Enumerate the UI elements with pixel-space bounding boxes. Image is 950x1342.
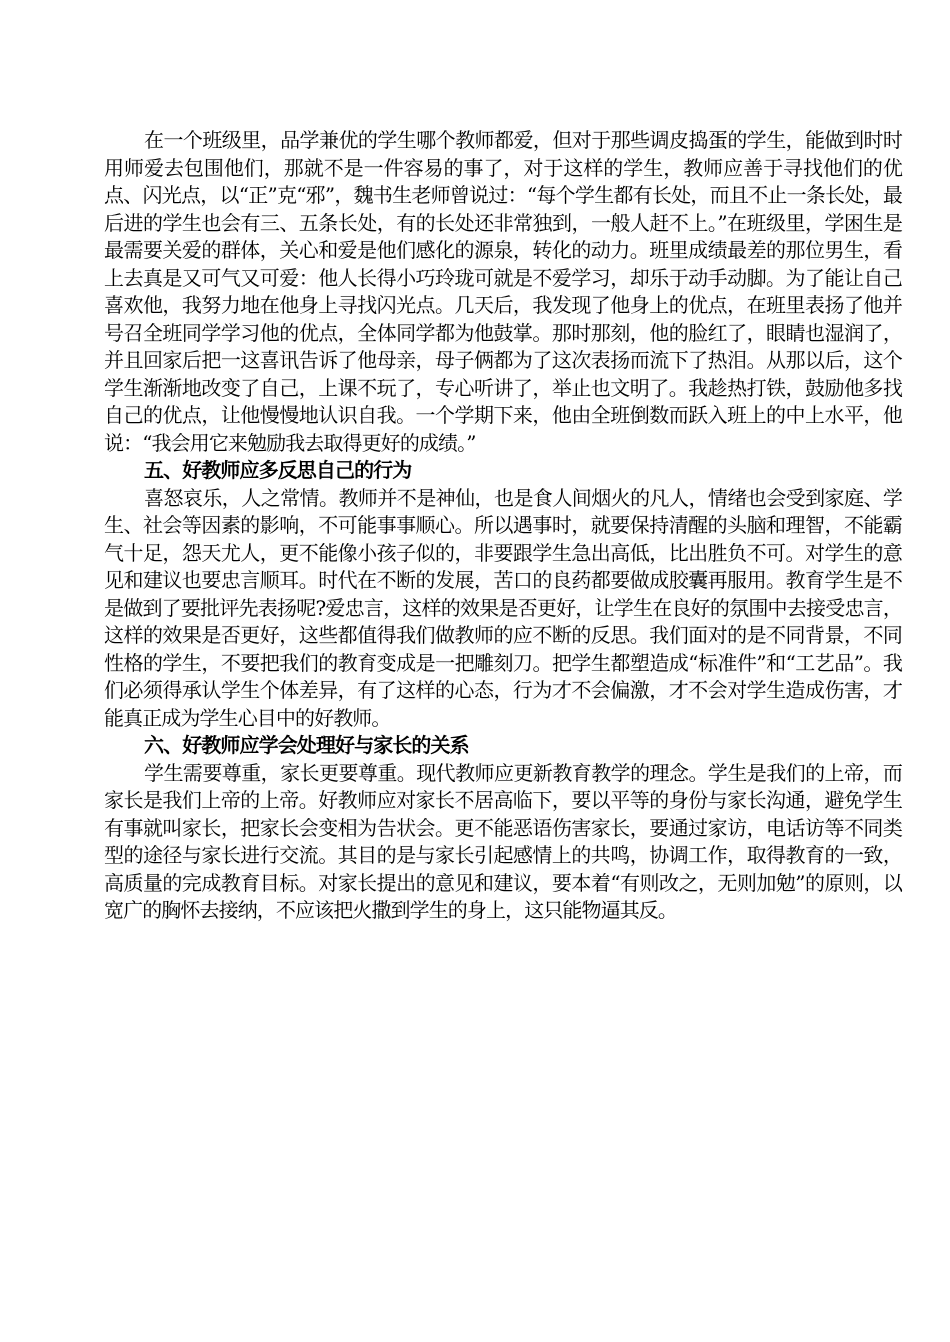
document-page xyxy=(104,127,902,925)
section-heading-6: 六、好教师应学会处理好与家长的关系 xyxy=(144,733,469,757)
paragraph-parent-relations: 学生需要尊重，家长更要尊重。现代教师应更新教育教学的理念。学生是我们的上帝，而家长是我们上帝的上帝。好教师应对家长不居高临下，要以平等的身份与家长沟通，避免学生有事就叫家长，把家长会变相为告状会。更不能恶语伤害家长，要通过家访，电话访等不同类型的途径与家长进行交流。其目的是与家长引起感情上的共鸣，协调工作，取得教育的一致，高质量的完成教育目标。对家长提出的意见和建议，要本着“有则改之，无则加勉”的原则，以宽广的胸怀去接纳，不应该把火撒到学生的身上，这只能物逼其反。 xyxy=(104,760,902,922)
section-heading-5: 五、好教师应多反思自己的行为 xyxy=(144,458,412,482)
paragraph-self-reflection: 喜怒哀乐，人之常情。教师并不是神仙，也是食人间烟火的凡人，情绪也会受到家庭、学生、社会等因素的影响，不可能事事顺心。所以遇事时，就要保持清醒的头脑和理智，不能霸气十足，怨天尤人，更不能像小孩子似的，非要跟学生急出高低，比出胜负不可。对学生的意见和建议也要忠言顺耳。时代在不断的发展，苦口的良药都要做成胶囊再服用。教育学生是不是做到了要批评先表扬呢?爱忠言，这样的效果是否更好，让学生在良好的氛围中去接受忠言，这样的效果是否更好，这些都值得我们做教师的应不断的反思。我们面对的是不同背景，不同性格的学生，不要把我们的教育变成是一把雕刻刀。把学生都塑造成“标准件”和“工艺品”。我们必须得承认学生个体差异，有了这样的心态，行为才不会偏激，才不会对学生造成伤害，才能真正成为学生心目中的好教师。 xyxy=(104,485,902,730)
paragraph-class-love: 在一个班级里，品学兼优的学生哪个教师都爱，但对于那些调皮捣蛋的学生，能做到时时用师爱去包围他们，那就不是一件容易的事了，对于这样的学生，教师应善于寻找他们的优点、闪光点，以“正”克“邪”，魏书生老师曾说过：“每个学生都有长处，而且不止一条长处，最后进的学生也会有三、五条长处，有的长处还非常独到，一般人赶不上。”在班级里，学困生是最需要关爱的群体，关心和爱是他们感化的源泉，转化的动力。班里成绩最差的那位男生，看上去真是又可气又可爱：他人长得小巧玲珑可就是不爱学习，却乐于动手动脚。为了能让自己喜欢他，我努力地在他身上寻找闪光点。几天后，我发现了他身上的优点，在班里表扬了他并号召全班同学学习他的优点，全体同学都为他鼓掌。那时那刻，他的脸红了，眼睛也湿润了，并且回家后把一这喜讯告诉了他母亲，母子俩都为了这次表扬而流下了热泪。从那以后，这个学生渐渐地改变了自己，上课不玩了，专心听讲了，举止也文明了。我趁热打铁，鼓励他多找自己的优点，让他慢慢地认识自我。一个学期下来，他由全班倒数而跃入班上的中上水平，他说：“我会用它来勉励我去取得更好的成绩。” xyxy=(104,128,902,455)
